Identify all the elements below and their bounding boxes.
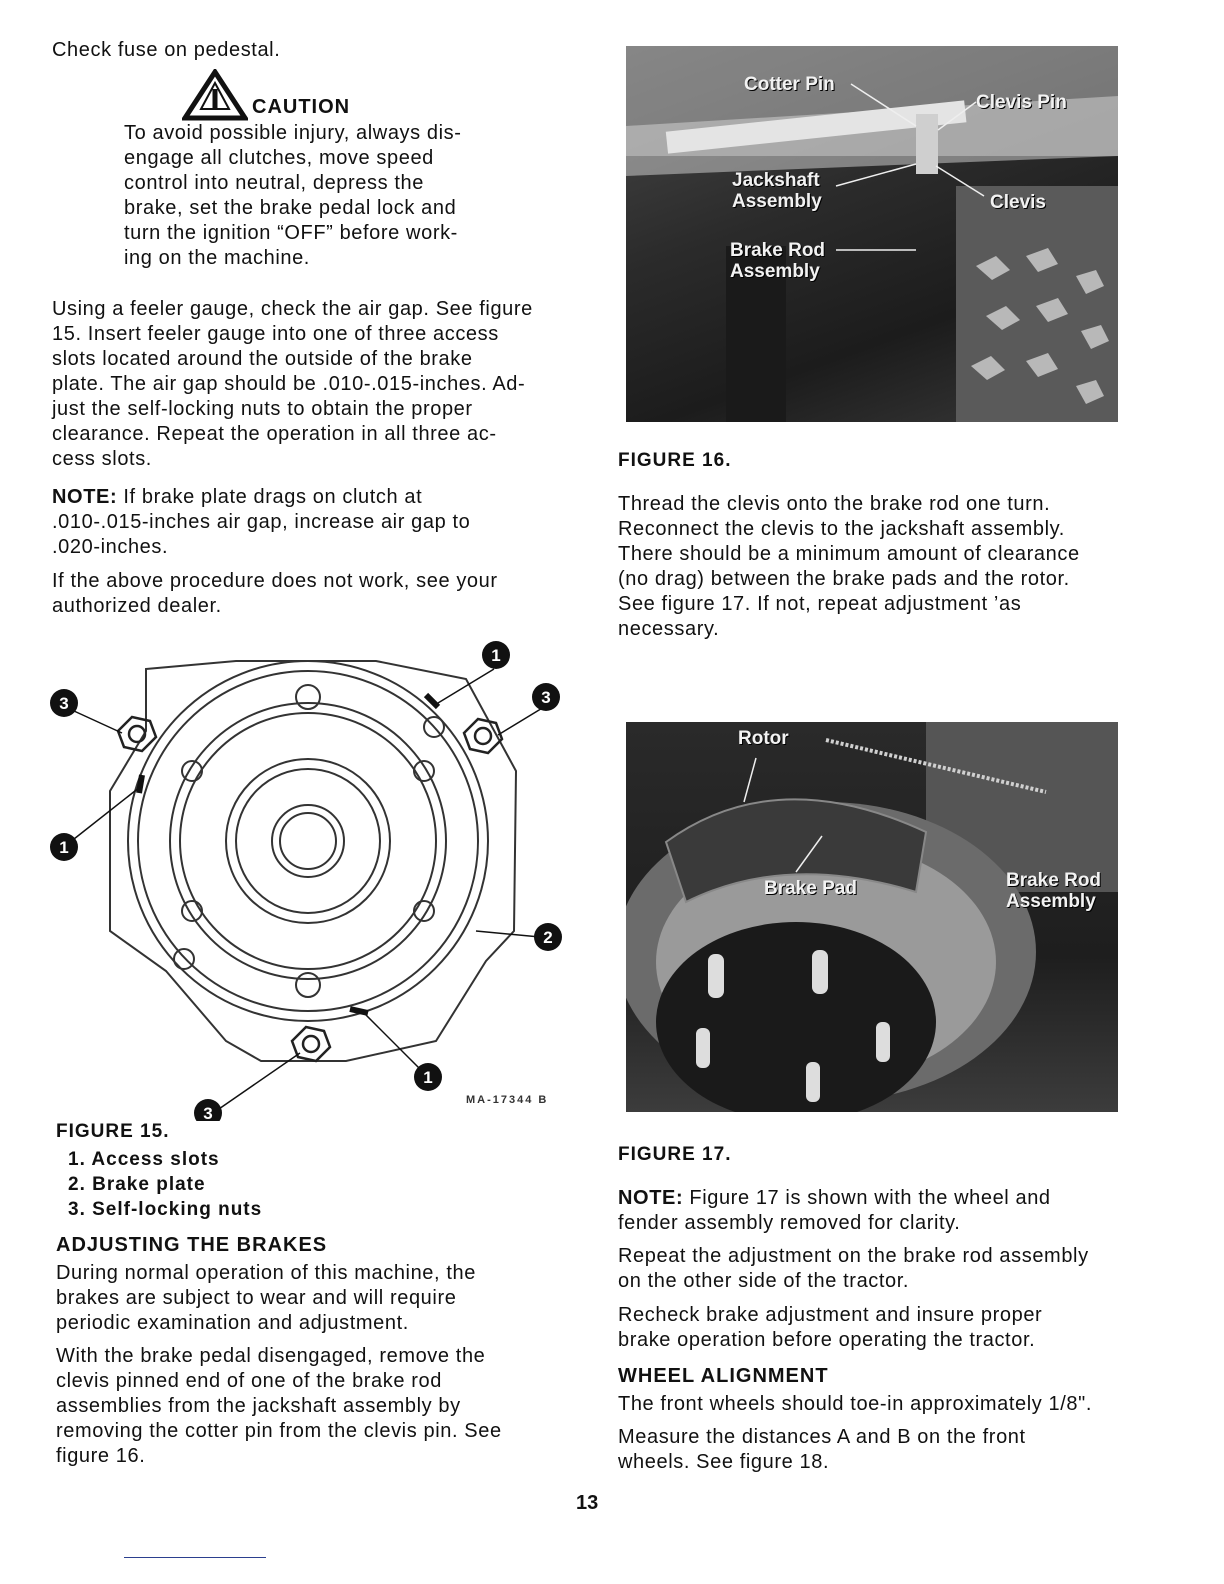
- figure-15-code: MA-17344 B: [466, 1094, 549, 1106]
- caution-header: [182, 69, 544, 121]
- callout-2-label: 2: [543, 928, 553, 947]
- label-jackshaft-assembly: [732, 170, 822, 212]
- caution-line: To avoid possible injury, always dis-: [124, 122, 462, 144]
- caution-text: [124, 121, 544, 271]
- wheel-alignment-heading: WHEEL ALIGNMENT: [618, 1365, 829, 1387]
- caution-line: ing on the machine.: [124, 247, 310, 269]
- measure-paragraph: [618, 1425, 1122, 1475]
- access-slot-bottom: [350, 1009, 368, 1013]
- figure-17-illustration: [626, 722, 1118, 1112]
- note-paragraph: [52, 485, 558, 560]
- text-line: Thread the clevis onto the brake rod one turn.: [618, 493, 1051, 515]
- repeat-paragraph: [618, 1244, 1122, 1294]
- brake-plate: [128, 661, 488, 1021]
- text-line: With the brake pedal disengaged, remove the: [56, 1345, 486, 1367]
- label-cotter-pin: Cotter Pin: [744, 74, 835, 95]
- note-text: If brake plate drags on clutch at: [117, 486, 423, 508]
- figure-15-caption: FIGURE 15.: [56, 1121, 170, 1142]
- label-line: Brake Rod: [1006, 870, 1102, 891]
- text-line: periodic examination and adjustment.: [56, 1312, 409, 1334]
- caution-line: brake, set the brake pedal lock and: [124, 197, 457, 219]
- text-line: Using a feeler gauge, check the air gap. See figure: [52, 298, 533, 320]
- text-line: .010-.015-inches air gap, increase air gap to: [52, 511, 471, 533]
- figure-16-caption: FIGURE 16.: [618, 450, 732, 471]
- text-line: figure 16.: [56, 1445, 146, 1467]
- page-number: 13: [576, 1492, 599, 1514]
- callout-1-bottom-label: 1: [423, 1068, 433, 1087]
- text-line: removing the cotter pin from the clevis pin. See: [56, 1420, 502, 1442]
- label-clevis-pin: Clevis Pin: [976, 92, 1067, 113]
- figure-17-photo: [626, 722, 1118, 1112]
- figure-16-photo: [626, 46, 1118, 422]
- adjusting-brakes-heading: ADJUSTING THE BRAKES: [56, 1234, 328, 1256]
- callout-1-top-label: 1: [491, 646, 501, 665]
- text-line: slots located around the outside of the brake: [52, 348, 473, 370]
- dealer-paragraph: [52, 569, 558, 619]
- text-line: clevis pinned end of one of the brake rod: [56, 1370, 442, 1392]
- text-line: on the other side of the tractor.: [618, 1270, 910, 1292]
- callout-3-right-label: 3: [541, 688, 551, 707]
- text-line: [618, 1186, 1122, 1211]
- text-line: just the self-locking nuts to obtain the proper: [52, 398, 473, 420]
- self-locking-nut-bottom: [292, 1027, 330, 1061]
- text-line: clearance. Repeat the operation in all three ac-: [52, 423, 497, 445]
- adjusting-paragraph-1: [56, 1261, 558, 1336]
- legend-item: 1. Access slots: [68, 1149, 220, 1170]
- text-line: There should be a minimum amount of clearance: [618, 543, 1080, 565]
- legend-item: 3. Self-locking nuts: [68, 1199, 263, 1220]
- access-slot-top: [426, 695, 438, 707]
- text-line: brake operation before operating the tractor.: [618, 1329, 1036, 1351]
- adjusting-paragraph-2: [56, 1344, 558, 1469]
- caution-line: turn the ignition “OFF” before work-: [124, 222, 458, 244]
- text-line: .020-inches.: [52, 536, 169, 558]
- figure-15-legend: [52, 1147, 558, 1222]
- label-brake-pad: Brake Pad: [764, 878, 857, 899]
- thread-paragraph: [618, 492, 1122, 642]
- text-line: plate. The air gap should be .010-.015-inches. Ad-: [52, 373, 526, 395]
- text-line: If the above procedure does not work, see your: [52, 570, 498, 592]
- text-line: (no drag) between the brake pads and the rotor.: [618, 568, 1070, 590]
- text-line: During normal operation of this machine, the: [56, 1262, 476, 1284]
- text-line: assemblies from the jackshaft assembly by: [56, 1395, 461, 1417]
- figure-15-diagram: [46, 641, 566, 1121]
- callout-1-left-label: 1: [59, 838, 69, 857]
- note-label: NOTE:: [618, 1187, 684, 1209]
- air-gap-paragraph: [52, 297, 558, 472]
- caution-line: engage all clutches, move speed: [124, 147, 434, 169]
- figure-17-caption: FIGURE 17.: [618, 1144, 732, 1165]
- access-slot-left: [139, 775, 142, 793]
- text-line: necessary.: [618, 618, 720, 640]
- left-column: [52, 38, 558, 1469]
- footer-rule: [124, 1557, 266, 1558]
- label-brake-rod-assembly: [730, 240, 825, 282]
- text-line: fender assembly removed for clarity.: [618, 1212, 961, 1234]
- text-line: 15. Insert feeler gauge into one of three access: [52, 323, 499, 345]
- label-line: Assembly: [1006, 891, 1096, 912]
- toe-in-text: The front wheels should toe-in approximately 1/8".: [618, 1393, 1093, 1415]
- text-line: cess slots.: [52, 448, 152, 470]
- text-line: [52, 485, 558, 510]
- caution-title: CAUTION: [252, 96, 351, 118]
- right-column: [618, 46, 1122, 1475]
- label-line: Jackshaft: [732, 170, 820, 191]
- warning-triangle-icon: [182, 69, 248, 121]
- caution-line: control into neutral, depress the: [124, 172, 424, 194]
- text-line: brakes are subject to wear and will require: [56, 1287, 457, 1309]
- text-line: See figure 17. If not, repeat adjustment ’as: [618, 593, 1022, 615]
- label-brake-rod-assembly-17: [1006, 870, 1101, 912]
- callout-3-left-label: 3: [59, 694, 69, 713]
- label-line: Assembly: [730, 261, 820, 282]
- text-line: Measure the distances A and B on the front: [618, 1426, 1026, 1448]
- legend-item: 2. Brake plate: [68, 1174, 206, 1195]
- text-line: Repeat the adjustment on the brake rod assembly: [618, 1245, 1089, 1267]
- text-line: wheels. See figure 18.: [618, 1451, 830, 1473]
- label-line: Assembly: [732, 191, 822, 212]
- note-17-paragraph: [618, 1186, 1122, 1236]
- text-line: authorized dealer.: [52, 595, 222, 617]
- callout-3-bottom-label: 3: [203, 1104, 213, 1121]
- check-fuse-text: Check fuse on pedestal.: [52, 39, 281, 61]
- label-rotor: Rotor: [738, 728, 789, 749]
- note-label: NOTE:: [52, 486, 118, 508]
- note-text: Figure 17 is shown with the wheel and: [683, 1187, 1051, 1209]
- recheck-paragraph: [618, 1303, 1122, 1353]
- caution-block: [124, 69, 544, 271]
- text-line: Recheck brake adjustment and insure proper: [618, 1304, 1043, 1326]
- text-line: Reconnect the clevis to the jackshaft assembly.: [618, 518, 1065, 540]
- label-clevis: Clevis: [990, 192, 1046, 213]
- label-line: Brake Rod: [730, 240, 826, 261]
